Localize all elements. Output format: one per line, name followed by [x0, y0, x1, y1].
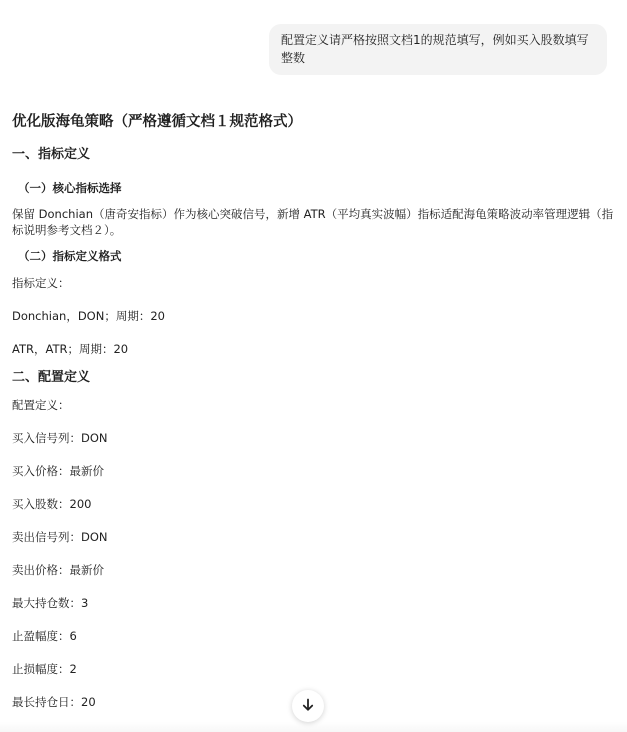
subsection-indicator-format-heading: （二）指标定义格式: [18, 249, 122, 263]
assistant-answer: [12, 112, 617, 710]
user-message-text: 配置定义请严格按照文档1的规范填写，例如买入股数填写整数: [281, 33, 589, 65]
answer-title: 优化版海龟策略（严格遵循文档１规范格式）: [12, 114, 302, 130]
subsection-core-indicator-heading: （一）核心指标选择: [18, 181, 122, 195]
config-item: 卖出价格：最新价: [12, 563, 104, 577]
indicator-definition-label: 指标定义：: [12, 276, 70, 290]
arrow-down-icon: [301, 697, 315, 716]
config-item: 最长持仓日：20: [12, 695, 96, 709]
config-item: 止盈幅度：6: [12, 629, 77, 643]
config-item: 买入股数：200: [12, 497, 92, 511]
section-indicator-definition-heading: 一、指标定义: [12, 147, 91, 162]
config-item: 止损幅度：2: [12, 662, 77, 676]
config-definition-label: 配置定义：: [12, 398, 70, 412]
section-config-definition-heading: 二、配置定义: [12, 370, 91, 385]
config-list: [12, 430, 617, 710]
user-message-bubble: [269, 24, 607, 75]
config-item: 最大持仓数：3: [12, 596, 89, 610]
bottom-fade: [0, 722, 627, 732]
config-item: 卖出信号列：DON: [12, 530, 108, 544]
config-item: 买入价格：最新价: [12, 464, 104, 478]
core-indicator-paragraph: 保留 Donchian（唐奇安指标）作为核心突破信号，新增 ATR（平均真实波幅）指标适配海龟策略波动率管理逻辑（指标说明参考文档２）。: [12, 207, 614, 237]
config-item: 买入信号列：DON: [12, 431, 108, 445]
indicator-donchian: Donchian，DON；周期：20: [12, 309, 165, 323]
indicator-atr: ATR，ATR；周期：20: [12, 342, 129, 356]
scroll-to-bottom-button[interactable]: [292, 690, 324, 722]
